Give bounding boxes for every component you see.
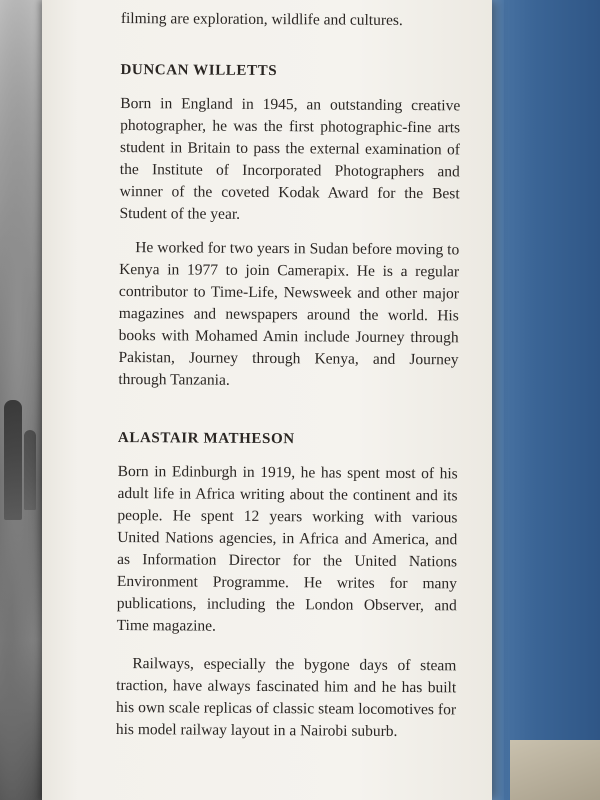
intro-tail-text: filming are exploration, wildlife and cultures.	[120, 9, 403, 29]
biography-paragraph: Born in England in 1945, an outstanding creative photographer, he was the first photographic-fine arts student in Britain to pass the external examination of the Institute of Incorporated Photographers and winner of the coveted Kodak Award for the Best Student of the year.	[119, 94, 461, 223]
table-surface	[510, 740, 600, 800]
author-heading-duncan-willetts: DUNCAN WILLETTS	[120, 61, 278, 80]
biography-paragraph: He worked for two years in Sudan before moving to Kenya in 1977 to join Camerapix. He is a regular contributor to Time-Life, Newsweek and other major magazines and newspapers around the world. His books with Mohamed Amin include Journey through Pakistan, Journey through Kenya, and Journey through Tanzania.	[118, 239, 460, 389]
blue-cover-edge	[490, 0, 600, 800]
photo-figure	[4, 400, 22, 520]
author-heading-alastair-matheson: ALASTAIR MATHESON	[117, 429, 295, 448]
photo-figure	[24, 430, 36, 510]
biography-paragraph: Railways, especially the bygone days of steam traction, have always fascinated him and he has built his own scale replicas of classic steam locomotives for his model railway layout in a Nairobi suburb.	[115, 655, 457, 740]
biography-paragraph: Born in Edinburgh in 1919, he has spent most of his adult life in Africa writing about the continent and its people. He spent 12 years working with various United Nations agencies, in Africa and America, and as Information Director for the United Nations Environment Programme. He writes for many publications, including the London Observer, and Time magazine.	[116, 462, 458, 635]
cover-sheen	[490, 0, 504, 800]
